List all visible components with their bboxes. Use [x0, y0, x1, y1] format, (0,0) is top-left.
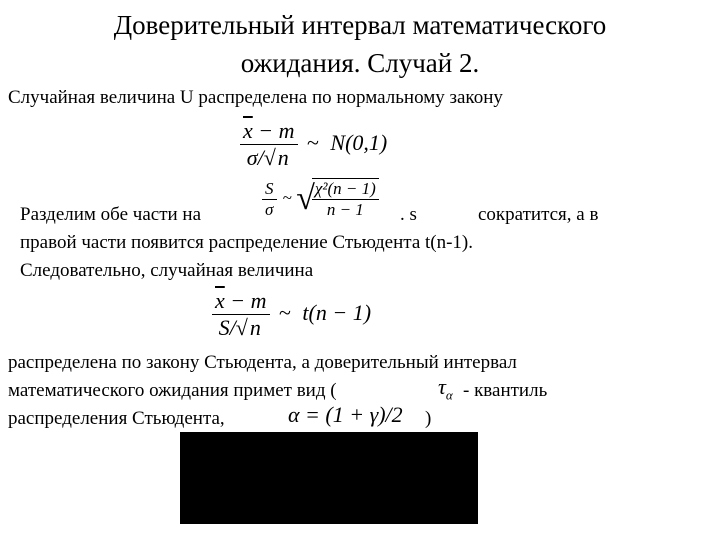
paragraph-quantile: - квантиль — [463, 380, 548, 401]
title-line-1: Доверительный интервал математического — [113, 10, 607, 40]
formula-student-denominator: S/√n — [212, 314, 270, 341]
paragraph-student-law: распределена по закону Стьюдента, а доверительный интервал — [8, 352, 517, 373]
formula-tau — [438, 374, 453, 403]
formula-normal — [240, 118, 387, 171]
paragraph-normal-law: Случайная величина U распределена по нормальному закону — [8, 87, 503, 108]
paragraph-interval-start: математического ожидания примет вид ( — [8, 380, 337, 401]
paragraph-divide-part1: Разделим обе части на — [20, 204, 202, 225]
formula-student-fraction — [212, 288, 270, 341]
formula-chi-lhs — [262, 179, 277, 220]
formula-image-placeholder — [180, 432, 478, 524]
formula-chi — [262, 178, 379, 220]
sqrt-n: n — [277, 145, 289, 170]
sigma-symbol: σ — [246, 145, 258, 170]
paragraph-close-paren: ) — [425, 408, 432, 429]
student-distribution: t(n − 1) — [302, 299, 372, 325]
paragraph-student-line: правой части появится распределение Стьюдента t(n-1). — [20, 232, 474, 253]
chi-square-term: χ²(n − 1) — [314, 179, 376, 198]
tilde-symbol: ~ — [307, 129, 319, 155]
paragraph-consequently: Следовательно, случайная величина — [20, 260, 314, 281]
s-symbol: S — [265, 178, 274, 198]
formula-normal-denominator: σ/√n — [240, 144, 298, 171]
s-symbol: S — [218, 315, 230, 340]
tilde-symbol: ~ — [282, 187, 292, 207]
slide-title — [0, 6, 720, 82]
formula-student-numerator — [212, 288, 270, 314]
formula-student — [212, 288, 371, 341]
minus-m: − m — [224, 288, 267, 313]
formula-chi-radicand — [312, 178, 379, 220]
alpha-subscript: α — [445, 387, 453, 403]
formula-alpha: α = (1 + γ)/2 — [288, 402, 403, 427]
x-bar: $\overline{x}$ — [215, 288, 225, 313]
paragraph-divide-part3: сократится, а в — [478, 204, 599, 225]
sqrt-n: n — [249, 315, 261, 340]
sigma-symbol: σ — [262, 199, 277, 220]
paragraph-student-distribution: распределения Стьюдента, — [8, 408, 225, 429]
sqrt-icon: √ — [296, 180, 315, 217]
x-bar: $\overline{x}$ — [243, 118, 253, 143]
formula-normal-fraction — [240, 118, 298, 171]
title-line-2: ожидания. Случай 2. — [240, 48, 480, 78]
paragraph-divide-part2: . s — [400, 204, 417, 225]
n-minus-1: n − 1 — [312, 199, 379, 220]
formula-normal-numerator — [240, 118, 298, 144]
tau-symbol: τ — [438, 374, 446, 399]
minus-m: − m — [252, 118, 295, 143]
tilde-symbol: ~ — [279, 299, 291, 325]
normal-distribution: N(0,1) — [330, 129, 388, 155]
